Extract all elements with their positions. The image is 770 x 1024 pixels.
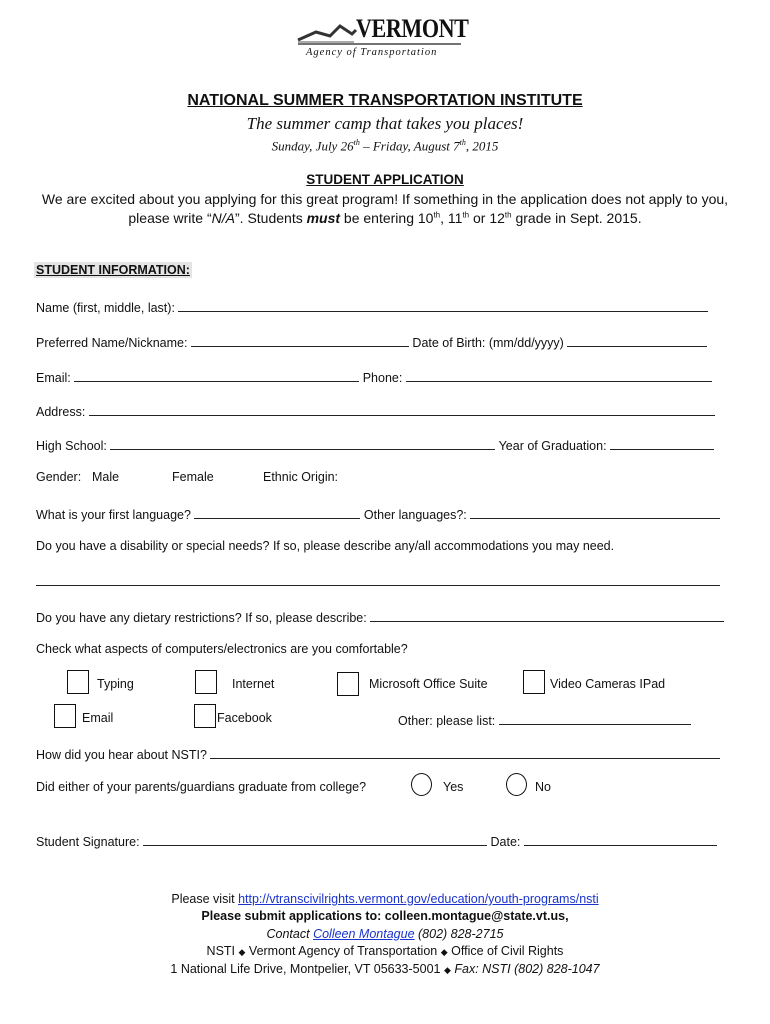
address-label: Address:: [36, 405, 86, 419]
yes-label: Yes: [443, 780, 464, 794]
footer-visit: Please visit http://vtranscivilrights.vermont.gov/education/youth-programs/nsti: [171, 892, 599, 906]
grad-year-field[interactable]: [610, 436, 714, 450]
dob-label: Date of Birth: (mm/dd/yyyy): [412, 336, 564, 350]
high-school-label: High School:: [36, 439, 107, 453]
nickname-field[interactable]: [191, 333, 409, 347]
hear-row: [36, 745, 720, 762]
signature-field[interactable]: [143, 832, 487, 846]
disability-field[interactable]: [36, 585, 720, 586]
office-label: Microsoft Office Suite: [369, 677, 488, 691]
office-checkbox[interactable]: [337, 672, 359, 696]
email-checkbox[interactable]: [54, 704, 76, 728]
other-list-label: Other: please list:: [398, 714, 496, 728]
first-language-label: What is your first language?: [36, 508, 191, 522]
typing-label: Typing: [97, 677, 134, 691]
first-language-field[interactable]: [194, 505, 360, 519]
footer-org: NSTI ◆ Vermont Agency of Transportation ◆ Office of Civil Rights: [206, 944, 564, 958]
intro-line-2: please write “N/A”. Students must be entering 10th, 11th or 12th grade in Sept. 2015.: [128, 210, 642, 226]
internet-checkbox[interactable]: [195, 670, 217, 694]
gender-option-male[interactable]: Male: [92, 470, 120, 484]
diamond-icon: ◆: [440, 947, 448, 957]
other-list-field[interactable]: [499, 711, 691, 725]
hear-label: How did you hear about NSTI?: [36, 748, 207, 762]
dietary-row: [36, 608, 724, 625]
typing-checkbox[interactable]: [67, 670, 89, 694]
hear-field[interactable]: [210, 745, 720, 759]
agency-name: Agency of Transportation: [306, 47, 438, 58]
signature-label: Student Signature:: [36, 835, 140, 849]
email-label: Email:: [36, 371, 71, 385]
other-languages-label: Other languages?:: [363, 508, 467, 522]
phone-field[interactable]: [406, 368, 712, 382]
tagline: The summer camp that takes you places!: [246, 114, 524, 133]
diamond-icon: ◆: [238, 947, 246, 957]
footer-submit: Please submit applications to: colleen.montague@state.vt.us,: [201, 909, 569, 923]
nickname-row: [36, 333, 707, 350]
application-title: STUDENT APPLICATION: [306, 172, 464, 187]
date-field[interactable]: [524, 832, 717, 846]
logo-text: VERMONT: [356, 14, 469, 43]
yes-radio[interactable]: [411, 773, 432, 796]
dob-field[interactable]: [567, 333, 707, 347]
facebook-checkbox[interactable]: [194, 704, 216, 728]
footer-address: 1 National Life Drive, Montpelier, VT 05633-5001 ◆ Fax: NSTI (802) 828-1047: [170, 962, 600, 976]
facebook-label: Facebook: [217, 711, 272, 725]
disability-label: Do you have a disability or special needs? If so, please describe any/all accommodations you may need.: [36, 539, 615, 553]
dietary-field[interactable]: [370, 608, 724, 622]
diamond-icon: ◆: [443, 965, 451, 975]
program-dates: Sunday, July 26th – Friday, August 7th, 2015: [271, 138, 499, 154]
name-label: Name (first, middle, last):: [36, 301, 175, 315]
parents-label: Did either of your parents/guardians graduate from college?: [36, 780, 367, 794]
address-field[interactable]: [89, 402, 715, 416]
gender-label: Gender:: [36, 470, 82, 484]
footer-contact: Contact Colleen Montague (802) 828-2715: [266, 927, 504, 941]
grad-year-label: Year of Graduation:: [498, 439, 607, 453]
nickname-label: Preferred Name/Nickname:: [36, 336, 188, 350]
intro-line-1: We are excited about you applying for this great program! If something in the application does not apply to you,: [41, 191, 729, 207]
no-radio[interactable]: [506, 773, 527, 796]
email-row: [36, 368, 712, 385]
page-title: NATIONAL SUMMER TRANSPORTATION INSTITUTE: [187, 92, 583, 109]
high-school-row: [36, 436, 714, 453]
name-field[interactable]: [178, 298, 708, 312]
email-field[interactable]: [74, 368, 359, 382]
dietary-label: Do you have any dietary restrictions? If so, please describe:: [36, 611, 367, 625]
video-checkbox[interactable]: [523, 670, 545, 694]
nsti-link[interactable]: http://vtranscivilrights.vermont.gov/education/youth-programs/nsti: [238, 892, 599, 906]
other-list-row: [398, 711, 691, 728]
computers-label: Check what aspects of computers/electronics are you comfortable?: [36, 642, 408, 656]
contact-link[interactable]: Colleen Montague: [313, 927, 415, 941]
high-school-field[interactable]: [110, 436, 495, 450]
signature-row: [36, 832, 717, 849]
section-title: STUDENT INFORMATION:: [36, 263, 190, 277]
internet-label: Internet: [232, 677, 275, 691]
video-label: Video Cameras IPad: [550, 677, 666, 691]
other-languages-field[interactable]: [470, 505, 720, 519]
email-option-label: Email: [82, 711, 114, 725]
address-row: [36, 402, 715, 419]
date-label: Date:: [490, 835, 521, 849]
no-label: No: [535, 780, 551, 794]
ethnic-origin-label: Ethnic Origin:: [263, 470, 339, 484]
gender-option-female[interactable]: Female: [172, 470, 214, 484]
phone-label: Phone:: [362, 371, 403, 385]
language-row: [36, 505, 720, 522]
name-row: [36, 298, 708, 315]
